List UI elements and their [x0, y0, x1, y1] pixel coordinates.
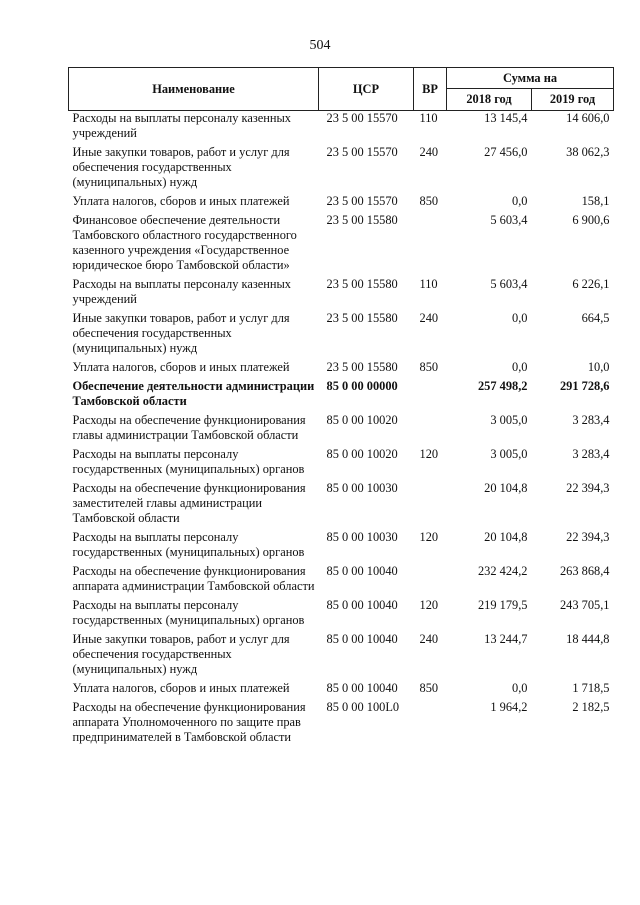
row-name: Расходы на выплаты персоналу государственных (муниципальных) органов: [72, 530, 305, 559]
row-sum-2019: 38 062,3: [566, 145, 610, 159]
row-name: Расходы на обеспечение функционирования заместителей главы администрации Тамбовской области: [72, 481, 306, 525]
row-sum-2018: 20 104,8: [484, 481, 528, 495]
row-sum-2018: 0,0: [512, 681, 528, 695]
row-sum-2019: 3 283,4: [572, 447, 610, 461]
row-csr: 85 0 00 10040: [326, 564, 398, 578]
row-sum-2018: 219 179,5: [477, 598, 528, 612]
row-name: Расходы на обеспечение функционирования аппарата Уполномоченного по защите прав предпринимателей в Тамбовской области: [72, 700, 306, 744]
row-sum-2019: 263 868,4: [559, 564, 610, 578]
header-csr: ЦСР: [319, 68, 414, 111]
row-sum-2019: 664,5: [581, 311, 610, 325]
row-csr: 23 5 00 15580: [326, 213, 398, 227]
table-row: [69, 598, 614, 632]
table-header: [69, 68, 614, 111]
row-sum-2019: 1 718,5: [572, 681, 610, 695]
row-sum-2018: 20 104,8: [484, 530, 528, 544]
table-body: [69, 111, 614, 750]
header-year-2018: 2018 год: [447, 89, 532, 111]
row-vr: 240: [419, 145, 439, 159]
table-row: [69, 360, 614, 379]
row-sum-2018: 13 244,7: [484, 632, 528, 646]
row-csr: 23 5 00 15570: [326, 145, 398, 159]
row-csr: 23 5 00 15570: [326, 111, 398, 125]
row-vr: 240: [419, 311, 439, 325]
row-vr: 850: [419, 681, 439, 695]
row-sum-2019: 6 900,6: [572, 213, 610, 227]
header-year-2019: 2019 год: [532, 89, 614, 111]
row-csr: 85 0 00 10030: [326, 530, 398, 544]
row-vr: 110: [419, 111, 438, 125]
row-csr: 23 5 00 15580: [326, 360, 398, 374]
row-sum-2019: 6 226,1: [572, 277, 610, 291]
row-csr: 85 0 00 10030: [326, 481, 398, 495]
row-vr: 120: [419, 598, 439, 612]
row-sum-2019: 291 728,6: [559, 379, 610, 393]
row-sum-2018: 5 603,4: [490, 213, 528, 227]
row-vr: [414, 413, 447, 447]
row-csr: 85 0 00 10020: [326, 447, 398, 461]
row-csr: 85 0 00 10040: [326, 632, 398, 646]
table-row: [69, 481, 614, 530]
row-vr: [414, 481, 447, 530]
table-row: [69, 632, 614, 681]
row-name: Финансовое обеспечение деятельности Тамбовского областного государственного казенного учреждения «Государственное юридическое бюро Тамбовской области»: [72, 213, 297, 272]
row-csr: 85 0 00 10020: [326, 413, 398, 427]
row-sum-2019: 14 606,0: [566, 111, 610, 125]
table-row: [69, 447, 614, 481]
row-sum-2019: 22 394,3: [566, 481, 610, 495]
row-sum-2018: 13 145,4: [484, 111, 528, 125]
row-name: Расходы на обеспечение функционирования аппарата администрации Тамбовской области: [72, 564, 315, 593]
header-sum-on: Сумма на: [447, 68, 614, 89]
row-vr: 110: [419, 277, 438, 291]
row-sum-2019: 10,0: [587, 360, 610, 374]
row-sum-2018: 0,0: [512, 360, 528, 374]
row-name: Иные закупки товаров, работ и услуг для обеспечения государственных (муниципальных) нужд: [72, 145, 290, 189]
row-vr: [414, 700, 447, 749]
row-vr: 120: [419, 447, 439, 461]
table-row: [69, 413, 614, 447]
row-csr: 85 0 00 00000: [326, 379, 398, 393]
row-sum-2018: 232 424,2: [477, 564, 528, 578]
row-sum-2019: 158,1: [581, 194, 610, 208]
row-vr: 850: [419, 360, 439, 374]
header-vr: ВР: [414, 68, 447, 111]
row-sum-2019: 18 444,8: [566, 632, 610, 646]
row-sum-2019: 22 394,3: [566, 530, 610, 544]
row-name: Расходы на выплаты персоналу государственных (муниципальных) органов: [72, 447, 305, 476]
row-vr: 120: [419, 530, 439, 544]
row-name: Уплата налогов, сборов и иных платежей: [72, 194, 290, 208]
row-name: Иные закупки товаров, работ и услуг для обеспечения государственных (муниципальных) нужд: [72, 311, 290, 355]
row-sum-2018: 257 498,2: [477, 379, 528, 393]
table-row: [69, 311, 614, 360]
row-sum-2018: 1 964,2: [490, 700, 528, 714]
row-name: Расходы на выплаты персоналу казенных учреждений: [72, 111, 291, 140]
row-name: Иные закупки товаров, работ и услуг для обеспечения государственных (муниципальных) нужд: [72, 632, 290, 676]
row-name: Обеспечение деятельности администрации Тамбовской области: [72, 379, 315, 408]
table-row: [69, 564, 614, 598]
row-sum-2018: 3 005,0: [490, 413, 528, 427]
row-vr: [414, 213, 447, 277]
row-csr: 85 0 00 10040: [326, 681, 398, 695]
row-sum-2018: 3 005,0: [490, 447, 528, 461]
row-vr: [414, 379, 447, 413]
row-sum-2019: 3 283,4: [572, 413, 610, 427]
row-csr: 23 5 00 15580: [326, 277, 398, 291]
row-name: Расходы на выплаты персоналу казенных учреждений: [72, 277, 291, 306]
row-csr: 85 0 00 10040: [326, 598, 398, 612]
row-sum-2018: 27 456,0: [484, 145, 528, 159]
row-sum-2019: 2 182,5: [572, 700, 610, 714]
table-row: [69, 213, 614, 277]
table-row: [69, 111, 614, 146]
row-sum-2018: 5 603,4: [490, 277, 528, 291]
row-vr: 850: [419, 194, 439, 208]
row-vr: [414, 564, 447, 598]
row-vr: 240: [419, 632, 439, 646]
table-row: [69, 277, 614, 311]
table-row: [69, 681, 614, 700]
header-name: Наименование: [69, 68, 319, 111]
table-row: [69, 530, 614, 564]
budget-table: [68, 67, 614, 749]
row-csr: 23 5 00 15580: [326, 311, 398, 325]
row-name: Уплата налогов, сборов и иных платежей: [72, 681, 290, 695]
table-row: [69, 379, 614, 413]
table-row: [69, 145, 614, 194]
row-name: Расходы на выплаты персоналу государственных (муниципальных) органов: [72, 598, 305, 627]
table-row: [69, 700, 614, 749]
row-sum-2019: 243 705,1: [559, 598, 610, 612]
table-row: [69, 194, 614, 213]
page-number: 504: [309, 38, 331, 53]
row-name: Уплата налогов, сборов и иных платежей: [72, 360, 290, 374]
row-sum-2018: 0,0: [512, 194, 528, 208]
row-csr: 85 0 00 100L0: [326, 700, 400, 714]
row-csr: 23 5 00 15570: [326, 194, 398, 208]
row-sum-2018: 0,0: [512, 311, 528, 325]
row-name: Расходы на обеспечение функционирования главы администрации Тамбовской области: [72, 413, 306, 442]
